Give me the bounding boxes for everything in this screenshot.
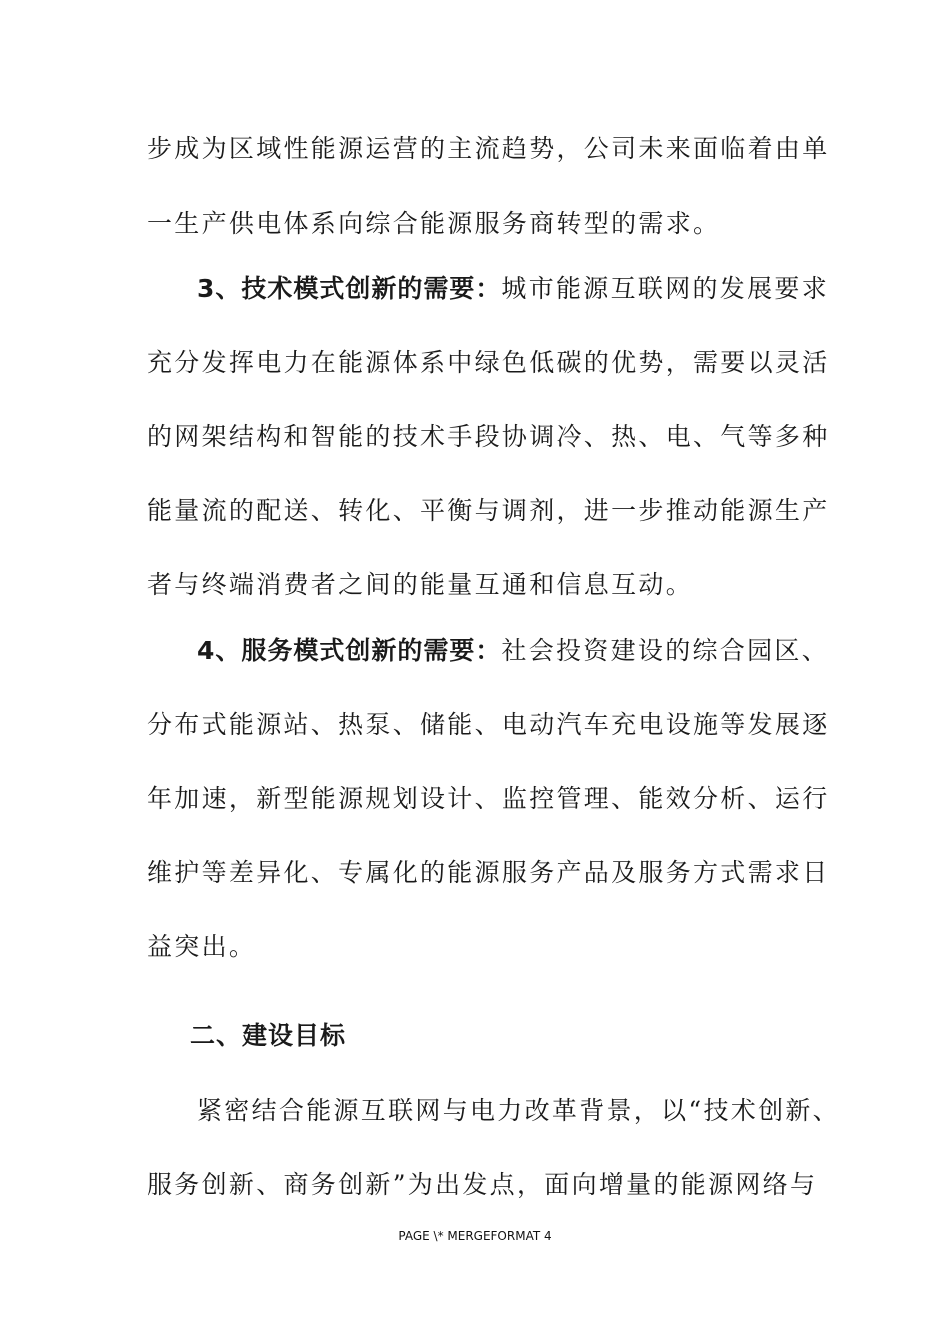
text-line: 能量流的配送、转化、平衡与调剂，进一步推动能源生产 [147, 496, 830, 525]
text-line: 步成为区域性能源运营的主流趋势，公司未来面临着由单 [147, 134, 830, 163]
paragraph-line [197, 272, 829, 306]
text-line: 充分发挥电力在能源体系中绿色低碳的优势，需要以灵活 [147, 348, 830, 377]
paragraph-lead: 3、技术模式创新的需要： [197, 274, 502, 303]
text-line: 分布式能源站、热泵、储能、电动汽车充电设施等发展逐 [147, 710, 830, 739]
text-span: 城市能源互联网的发展要求 [501, 274, 830, 303]
text-line: 者与终端消费者之间的能量互通和信息互动。 [147, 570, 694, 599]
paragraph-line [197, 634, 829, 668]
text-line: 服务创新、商务创新”为出发点，面向增量的能源网络与 [147, 1170, 818, 1199]
text-span: 社会投资建设的综合园区、 [501, 636, 830, 665]
text-line: 年加速，新型能源规划设计、监控管理、能效分析、运行 [147, 784, 830, 813]
text-line: 益突出。 [147, 932, 257, 961]
text-line: 维护等差异化、专属化的能源服务产品及服务方式需求日 [147, 858, 830, 887]
paragraph-lead: 4、服务模式创新的需要： [197, 636, 502, 665]
page-footer: PAGE \* MERGEFORMAT 4 [398, 1229, 552, 1243]
text-line: 一生产供电体系向综合能源服务商转型的需求。 [147, 209, 721, 238]
section-heading: 二、建设目标 [190, 1021, 347, 1050]
text-line: 的网架结构和智能的技术手段协调冷、热、电、气等多种 [147, 422, 830, 451]
text-line: 紧密结合能源互联网与电力改革背景，以“技术创新、 [197, 1096, 840, 1125]
